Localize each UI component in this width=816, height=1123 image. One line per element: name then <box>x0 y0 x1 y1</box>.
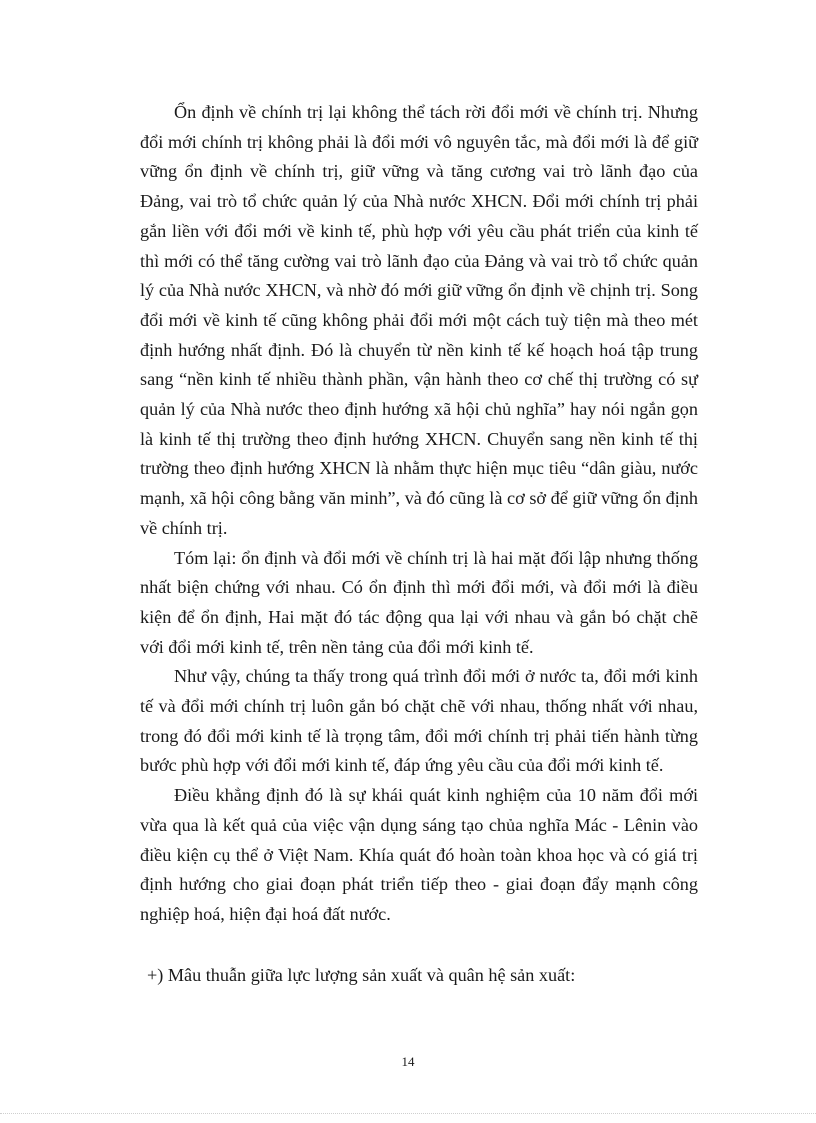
paragraph-conclusion: Điều khẳng định đó là sự khái quát kinh nghiệm của 10 năm đổi mới vừa qua là kết quả của việc vận dụng sáng tạo chủa nghĩa Mác - Lênin vào điều kiện cụ thể ở Việt Nam. Khía quát đó hoàn toàn khoa học và có giá trị định hướng cho giai đoạn phát triển tiếp theo - giai đoạn đẩy mạnh công nghiệp hoá, hiện đại hoá đất nước. <box>140 785 698 924</box>
section-heading: +) Mâu thuẫn giữa lực lượng sản xuất và quân hệ sản xuất: <box>147 965 576 985</box>
body-text <box>140 98 698 930</box>
page-number: 14 <box>401 1054 415 1069</box>
page-bottom-divider <box>0 1113 816 1114</box>
paragraph-political-stability: Ổn định về chính trị lại không thể tách rời đổi mới về chính trị. Nhưng đổi mới chính trị không phải là đổi mới vô nguyên tắc, mà đổi mới là để giữ vững ổn định về chính trị, giữ vững và tăng cương vai trò lãnh đạo của Đảng, vai trò tổ chức quản lý của Nhà nước XHCN. Đổi mới chính trị phải gắn liền với đổi mới về kinh tế, phù hợp với yêu cầu phát triển của kinh tế thì mới có thể tăng cường vai trò lãnh đạo của Đảng và vai trò tổ chức quản lý của Nhà nước XHCN, và nhờ đó mới giữ vững ổn định về chịnh trị. Song đổi mới về kinh tế cũng không phải đổi mới một cách tuỳ tiện mà theo mét định hướng nhất định. Đó là chuyển từ nền kinh tế kế hoạch hoá tập trung sang “nền kinh tế nhiều thành phần, vận hành theo cơ chế thị trường có sự quản lý của Nhà nước theo định hướng xã hội chủ nghĩa” hay nói ngắn gọn là kinh tế thị trường theo định hướng XHCN. Chuyển sang nền kinh tế thị trường theo định hướng XHCN là nhằm thực hiện mục tiêu “dân giàu, nước mạnh, xã hội công bằng văn minh”, và đó cũng là cơ sở để giữ vững ổn định về chính trị. <box>140 102 698 538</box>
paragraph-summary: Tóm lại: ổn định và đổi mới về chính trị là hai mặt đối lập nhưng thống nhất biện chứng với nhau. Có ổn định thì mới đổi mới, và đổi mới là điều kiện để ổn định, Hai mặt đó tác động qua lại với nhau và gắn bó chặt chẽ với đổi mới kinh tế, trên nền tảng của đổi mới kinh tế. <box>140 547 698 657</box>
paragraph-economic-political-renewal: Như vậy, chúng ta thấy trong quá trình đổi mới ở nước ta, đổi mới kinh tế và đổi mới chính trị luôn gắn bó chặt chẽ với nhau, thống nhất với nhau, trong đó đổi mới kinh tế là trọng tâm, đổi mới chính trị phải tiến hành từng bước phù hợp với đổi mới kinh tế, đáp ứng yêu cầu của đổi mới kinh tế. <box>140 666 698 776</box>
